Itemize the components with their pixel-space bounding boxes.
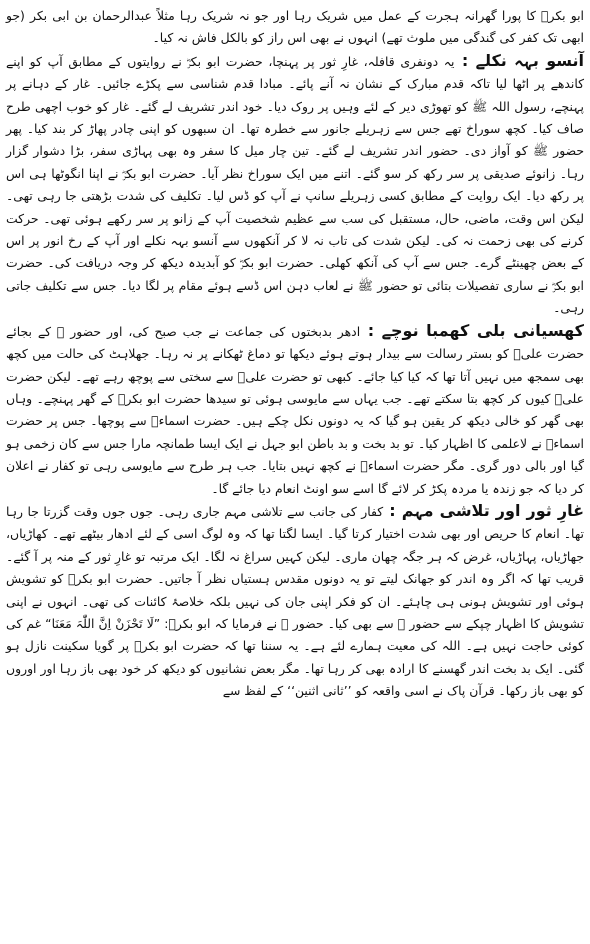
paragraph-text: یہ دونفری قافلہ، غارِ ثور پر پہنچا، حضرت ابو بکرؓ نے روایتوں کے مطابق آپ کو اپنے کاندھے پر اٹھا لیا تاکہ قدم مبارک کے نشان نہ آنے پائے۔ مبادا قدم شناسی سے پکڑے جائیں۔ غار کے دہانے پر پہنچے، رسول اللہ ﷺ کو تھوڑی دیر کے لئے وہیں پر روک دیا۔ خود اندر تشریف لے گئے۔ غار کو خوب اچھی طرح صاف کیا۔ کچھ سوراخ تھے جس سے زہریلے جانور سے خطرہ تھا۔ ان سبھوں کو اپنی چادر پھاڑ کر بند کیا۔ پھر حضور ﷺ کو آواز دی۔ حضور اندر تشریف لے گئے۔ تین چار میل کا سفر وہ بھی پہاڑی سفر، بڑا دشوار گزار رہا۔ زانوئے صدیقی پر سر رکھ کر سو گئے۔ اتنے میں ایک سوراخ نظر آیا۔ حضرت ابو بکرؓ نے اپنا انگوٹھا ہی اس پر رکھ دیا۔ ایک روایت کے مطابق کسی زہریلے سانپ نے آپ کو ڈس لیا۔ تکلیف کی شدت بڑھتی جا رہی تھی۔ لیکن اس وقت، ماضی، حال، مستقبل کی سب سے عظیم شخصیت آپ کے زانو پر سر رکھے ہوئی تھی۔ حرکت کرنے کی بھی زحمت نہ کی۔ لیکن شدت کی تاب نہ لا کر آنکھوں سے آنسو بہہ نکلے اور آپ کے رخ انور پر اس کے بعض چھینٹے گرے۔ جس سے آپ کی آنکھ کھلی۔ حضرت ابو بکرؓ کو آبدیدہ دیکھ کر وجہ دریافت کی۔ حضرت ابو بکرؓ نے ساری تفصیلات بتائی تو حضور ﷺ نے لعاب دہن اس ڈسے ہوئے مقام پر لگا دیا۔ جس سے تکلیف جاتی رہی۔ — [6, 53, 584, 316]
paragraph-heading: کھسیانی بلی کھمبا نوچے : — [360, 320, 584, 340]
paragraph-text: ادھر بدبختوں کی جماعت نے جب صبح کی، اور حضور ﷺ کے بجائے حضرت علیؓ کو بستر رسالت سے بیدار ہوتے ہوئے دیکھا تو دماغ ٹھکانے پر نہ رہا۔ جھلاہٹ کی حالت میں کچھ بھی سمجھ میں نہیں آتا تھا کہ کیا کیا جائے۔ کبھی تو حضرت علیؓ سے سختی سے پوچھ رہے تھے۔ لیکن حضرت علیؓ کیوں کر کچھ بتا سکتے تھے۔ جب یہاں سے مایوسی ہوئی تو سیدھا حضرت ابو بکرؓ کے گھر پہنچے۔ وہاں بھی گھر کو خالی دیکھ کر یقین ہو گیا کہ یہ دونوں نکل چکے ہیں۔ حضرت اسماءؓ سے پوچھا۔ جس پر حضرت اسماءؓ نے لاعلمی کا اظہار کیا۔ تو بد بخت و بد باطن ابو جہل نے ایک ایسا طمانچہ مارا جس سے کان زخمی ہو گیا اور بالی دور گری۔ مگر حضرت اسماءؓ نے کچھ نہیں بتایا۔ جب ہر طرح سے مایوسی رہی تو کفار نے اعلان کر دیا کہ جو زندہ یا مردہ پکڑ کر لائے گا اسے سو اونٹ انعام دیا جائے گا۔ — [6, 323, 584, 496]
paragraph-heading: آنسو بہہ نکلے : — [454, 50, 584, 70]
paragraph-search — [6, 500, 584, 703]
paragraph-text: کفار کی جانب سے تلاشی مہم جاری رہی۔ جوں جوں وقت گزرتا جا رہا تھا۔ انعام کا حریص اور بھی شدت اختیار کرتا گیا۔ ایسا لگتا تھا کہ وہ لوگ اسی کے لئے ادھار بیٹھے تھے۔ کھاڑیاں، جھاڑیاں، پہاڑیاں، غرض کہ ہر جگہ چھان ماری۔ لیکن کہیں سراغ نہ لگا۔ ایک مرتبہ تو غارِ ثور کے منہ پر آ گئے۔ قریب تھا کہ اگر وہ اندر کو جھانک لیتے تو یہ دونوں مقدس ہستیاں نظر آ جاتیں۔ حضرت ابو بکرؓ کو تشویش ہوئی اور تشویش ہونی ہی چاہئے۔ ان کو فکر اپنی جان کی نہیں بلکہ خلاصۂ کائنات کی تھی۔ انہوں نے اپنی تشویش کا اظہار چپکے سے حضور ﷺ سے بھی کیا۔ حضور ﷺ نے فرمایا کہ ابو بکرؓ: ”لَا تَحْزَنْ اِنَّ اللّٰہَ مَعَنَا“ غم کی کوئی حاجت نہیں ہے۔ اللہ کی معیت ہمارے لئے ہے۔ یہ سننا تھا کہ حضرت ابو بکرؓ پر گویا سکینت نازل ہو گئی۔ ایک بد بخت اندر گھسنے کا ارادہ بھی کر رہا تھا۔ مگر بعض نشانیوں کو دیکھ کر خود بھی باز رہا اور اوروں کو بھی باز رکھا۔ قرآن پاک نے اسی واقعہ کو ’’ثانی اثنین‘‘ کے لفظ سے — [6, 503, 584, 699]
paragraph-intro — [6, 4, 584, 50]
paragraph-tears — [6, 50, 584, 320]
paragraph-heading: غارِ ثور اور تلاشی مہم : — [383, 500, 585, 520]
paragraph-text: ابو بکرؓ کا پورا گھرانہ ہجرت کے عمل میں شریک رہا اور جو نہ شریک رہا مثلاً عبدالرحمان بن ابی بکر (جو ابھی تک کفر کی گندگی میں ملوث تھے) انہوں نے بھی اس راز کو بالکل فاش نہ کیا۔ — [6, 8, 584, 46]
paragraph-frustration — [6, 320, 584, 500]
